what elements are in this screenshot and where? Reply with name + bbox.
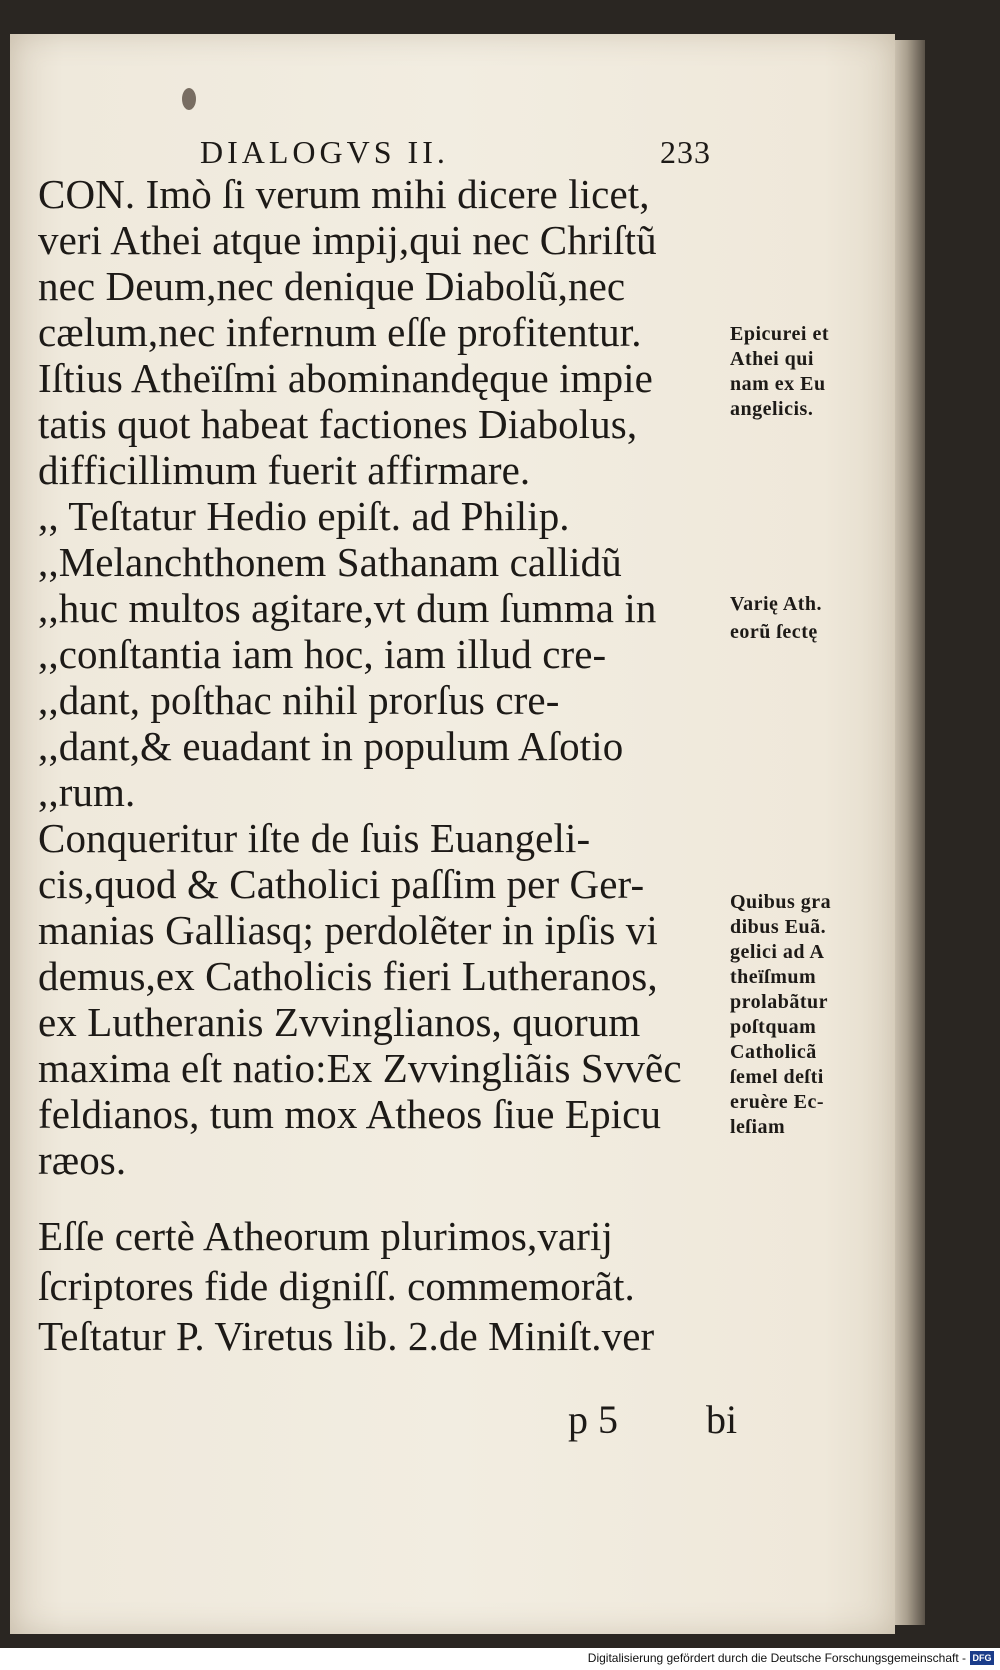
body-line: Eſſe certè Atheorum plurimos,varij: [38, 1213, 613, 1259]
marginal-note-line: angelicis.: [730, 398, 814, 420]
marginal-note-line: leſiam: [730, 1116, 786, 1138]
running-title: DIALOGVS II.: [200, 134, 449, 170]
body-line: ,,dant, poſthac nihil prorſus cre-: [38, 677, 560, 723]
marginal-note-line: Athei qui: [730, 348, 814, 370]
body-line: ſcriptores fide digniſſ. commemorãt.: [38, 1263, 635, 1309]
marginal-note-line: Epicurei et: [730, 323, 830, 345]
body-line: ,,conſtantia iam hoc, iam illud cre-: [38, 631, 607, 677]
signature-mark: p 5: [568, 1397, 618, 1442]
digitization-credit: Digitalisierung gefördert durch die Deutsche Forschungsgemeinschaft -: [587, 1651, 966, 1665]
body-line: feldianos, tum mox Atheos ſiue Epicu: [38, 1091, 662, 1137]
body-line: manias Galliasq; perdolẽter in ipſis vi: [38, 907, 658, 953]
body-line: CON. Imò ſi verum mihi dicere licet,: [38, 171, 650, 217]
body-line: Conqueritur iſte de ſuis Euangeli-: [38, 815, 591, 861]
body-line: cis,quod & Catholici paſſim per Ger-: [38, 861, 645, 907]
marginal-note-line: Catholicã: [730, 1041, 817, 1063]
marginal-note-line: nam ex Eu: [730, 373, 826, 395]
marginal-note-line: theïſmum: [730, 966, 817, 988]
body-line: tatis quot habeat factiones Diabolus,: [38, 401, 638, 447]
marginal-note-line: gelici ad A: [730, 941, 825, 963]
body-line: ræos.: [38, 1137, 127, 1183]
catchword: bi: [706, 1397, 738, 1442]
marginal-note-line: ſemel deſti: [730, 1066, 824, 1088]
body-line: difficillimum fuerit affirmare.: [38, 447, 531, 493]
body-line: ,,huc multos agitare,vt dum ſumma in: [38, 585, 657, 631]
body-line: ,,dant,& euadant in populum Aſotio: [38, 723, 624, 769]
body-line: demus,ex Catholicis fieri Lutheranos,: [38, 953, 658, 999]
body-line: ,,rum.: [38, 769, 136, 815]
marginal-note-line: dibus Euã.: [730, 916, 827, 938]
body-line: maxima eſt natio:Ex Zvvingliãis Svvẽc: [38, 1045, 682, 1091]
marginal-note-line: Quibus gra: [730, 891, 832, 913]
body-line: cælum,nec infernum eſſe profitentur.: [38, 309, 642, 355]
body-line: Iſtius Atheïſmi abominandęque impie: [38, 355, 653, 401]
page-number: 233: [660, 134, 711, 170]
body-line: Teſtatur P. Viretus lib. 2.de Miniſt.ver: [38, 1313, 655, 1359]
body-line: ,, Teſtatur Hedio epiſt. ad Philip.: [38, 493, 570, 539]
body-line: veri Athei atque impij,qui nec Chriſtũ: [38, 217, 657, 263]
marginal-note-line: eorũ ſectę: [730, 621, 818, 643]
marginal-note-line: poſtquam: [730, 1016, 817, 1038]
body-line: ex Lutheranis Zvvinglianos, quorum: [38, 999, 641, 1045]
marginal-note-line: Varię Ath.: [730, 593, 823, 615]
body-line: nec Deum,nec denique Diabolũ,nec: [38, 263, 626, 309]
marginal-note-line: eruère Ec-: [730, 1091, 825, 1113]
marginal-note-line: prolabãtur: [730, 991, 828, 1013]
body-line: ,,Melanchthonem Sathanam callidũ: [38, 539, 622, 585]
dfg-logo: DFG: [970, 1651, 994, 1665]
